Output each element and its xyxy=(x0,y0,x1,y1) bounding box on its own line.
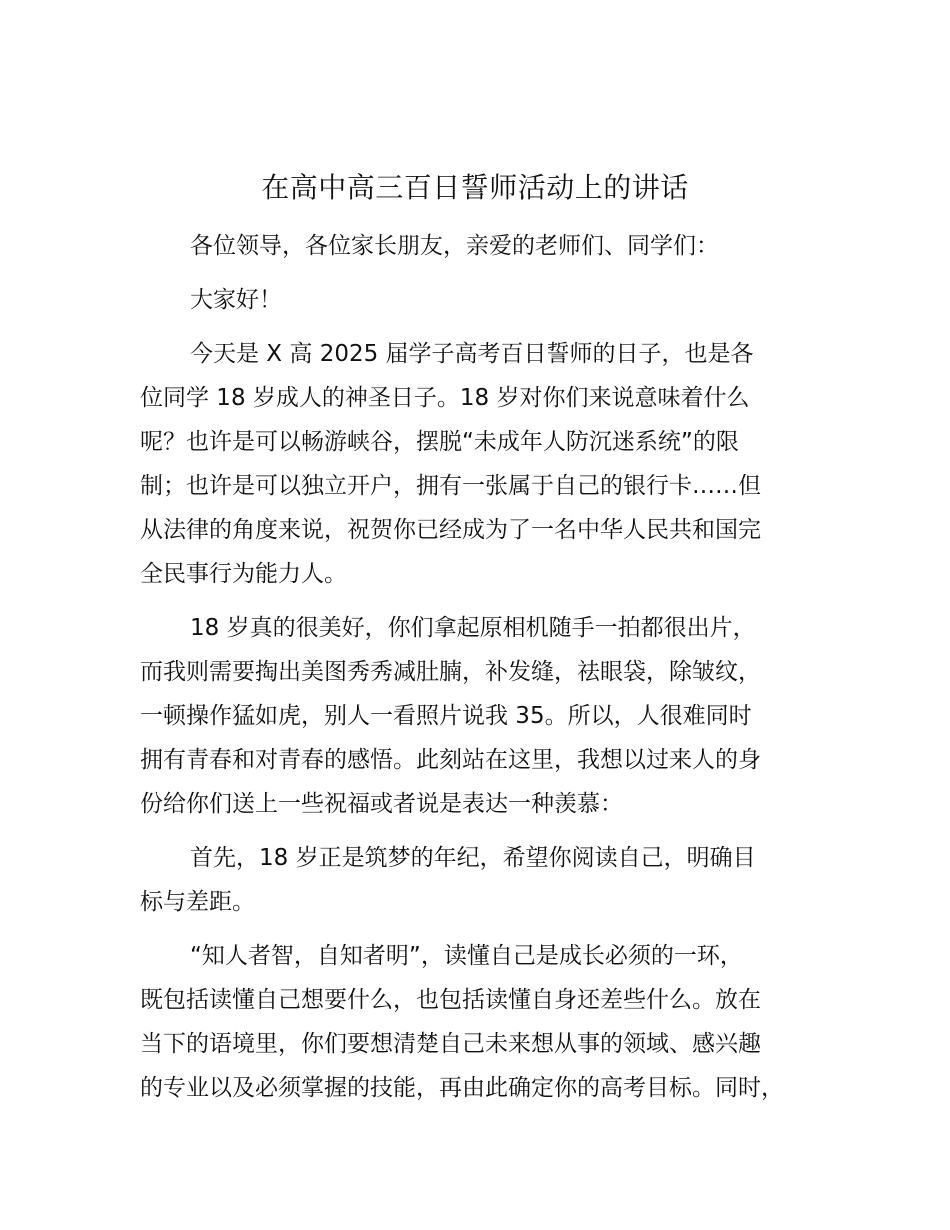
text-line: 18 岁真的很美好，你们拿起原相机随手一拍都很出片， xyxy=(190,615,756,641)
paragraph-first xyxy=(140,836,830,924)
text-line: 标与差距。 xyxy=(140,889,255,915)
paragraph-self-knowledge xyxy=(140,934,830,1110)
paragraph-hello xyxy=(140,278,830,322)
document-body xyxy=(140,224,830,1120)
text-line: 全民事行为能力人。 xyxy=(140,561,347,587)
text-line: 一顿操作猛如虎，别人一看照片说我 35。所以，人很难同时 xyxy=(140,703,752,729)
text-line: 呢？也许是可以畅游峡谷，摆脱“未成年人防沉迷系统”的限 xyxy=(140,429,739,455)
text-line: “知人者智，自知者明”，读懂自己是成长必须的一环， xyxy=(190,943,743,969)
text-line: 今天是 X 高 2025 届学子高考百日誓师的日子，也是各 xyxy=(190,341,754,367)
text-line: 从法律的角度来说，祝贺你已经成为了一名中华人民共和国完 xyxy=(140,517,761,543)
text-line: 大家好！ xyxy=(190,287,282,313)
text-line: 而我则需要掏出美图秀秀减肚腩，补发缝，祛眼袋，除皱纹， xyxy=(140,659,761,685)
text-line: 的专业以及必须掌握的技能，再由此确定你的高考目标。同时， xyxy=(140,1075,784,1101)
text-line: 份给你们送上一些祝福或者说是表达一种羡慕： xyxy=(140,791,623,817)
text-line: 首先，18 岁正是筑梦的年纪，希望你阅读自己，明确目 xyxy=(190,845,756,871)
text-line: 各位领导，各位家长朋友，亲爱的老师们、同学们： xyxy=(190,233,719,259)
text-line: 制；也许是可以独立开户，拥有一张属于自己的银行卡……但 xyxy=(140,473,761,499)
text-line: 位同学 18 岁成人的神圣日子。18 岁对你们来说意味着什么 xyxy=(140,385,750,411)
text-line: 拥有青春和对青春的感悟。此刻站在这里，我想以过来人的身 xyxy=(140,747,761,773)
text-line: 当下的语境里，你们要想清楚自己未来想从事的领域、感兴趣 xyxy=(140,1031,761,1057)
document-title: 在高中高三百日誓师活动上的讲话 xyxy=(261,171,689,204)
paragraph-youth xyxy=(140,606,830,826)
text-line: 既包括读懂自己想要什么，也包括读懂自身还差些什么。放在 xyxy=(140,987,761,1013)
paragraph-intro xyxy=(140,332,830,596)
paragraph-greeting xyxy=(140,224,830,268)
